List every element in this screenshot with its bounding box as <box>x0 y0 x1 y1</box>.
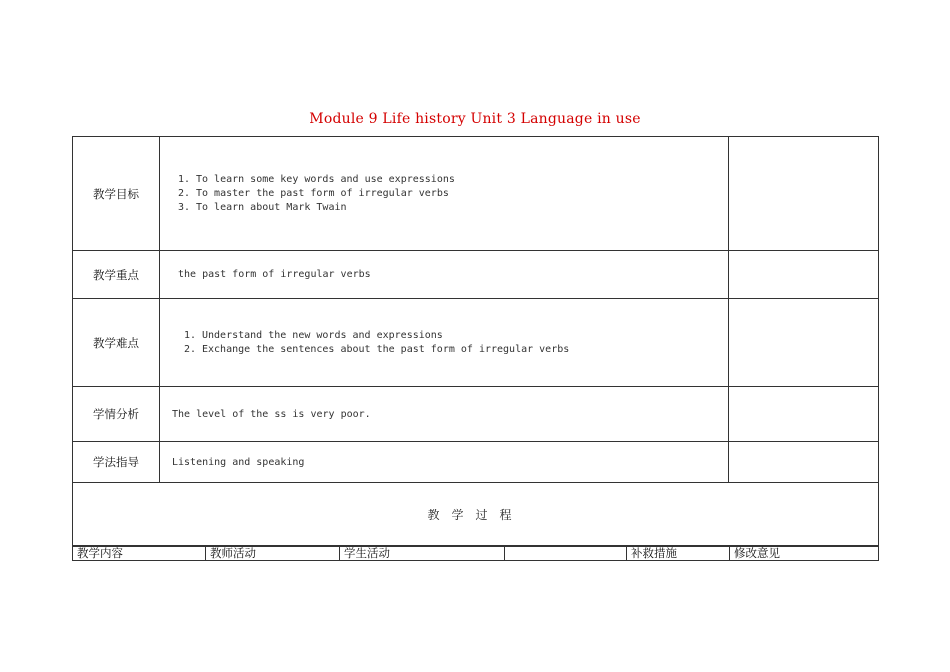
process-columns-row <box>72 546 879 561</box>
method-text: Listening and speaking <box>172 456 305 468</box>
difficulties-notes-cell <box>729 299 879 387</box>
difficulties-content <box>160 299 729 387</box>
situation-label: 学情分析 <box>73 387 160 442</box>
difficulties-list <box>160 329 728 357</box>
objectives-content <box>160 137 729 251</box>
column-teacher-activity: 教师活动 <box>206 547 340 561</box>
row-process-heading <box>73 483 879 546</box>
objectives-label: 教学目标 <box>73 137 160 251</box>
process-heading: 教学过程 <box>73 483 879 546</box>
row-method <box>73 442 879 483</box>
row-key-points <box>73 251 879 299</box>
column-student-activity: 学生活动 <box>340 547 505 561</box>
list-item: 2. Exchange the sentences about the past form of irregular verbs <box>202 343 728 357</box>
objectives-notes-cell <box>729 137 879 251</box>
objectives-list <box>160 173 728 215</box>
column-remedial: 补救措施 <box>627 547 730 561</box>
column-blank <box>505 547 627 561</box>
list-item: 3. To learn about Mark Twain <box>196 201 728 215</box>
key-points-notes-cell <box>729 251 879 299</box>
key-points-label: 教学重点 <box>73 251 160 299</box>
row-objectives <box>73 137 879 251</box>
list-item: 1. To learn some key words and use expressions <box>196 173 728 187</box>
column-revision: 修改意见 <box>730 547 879 561</box>
method-notes-cell <box>729 442 879 483</box>
list-item: 2. To master the past form of irregular verbs <box>196 187 728 201</box>
list-item: 1. Understand the new words and expressions <box>202 329 728 343</box>
situation-text: The level of the ss is very poor. <box>172 408 371 420</box>
lesson-plan-table <box>72 136 879 546</box>
difficulties-label: 教学难点 <box>73 299 160 387</box>
column-content: 教学内容 <box>73 547 206 561</box>
document-title: Module 9 Life history Unit 3 Language in use <box>309 111 641 127</box>
row-difficulties <box>73 299 879 387</box>
row-situation <box>73 387 879 442</box>
situation-notes-cell <box>729 387 879 442</box>
key-points-text: the past form of irregular verbs <box>178 269 371 280</box>
method-label: 学法指导 <box>73 442 160 483</box>
